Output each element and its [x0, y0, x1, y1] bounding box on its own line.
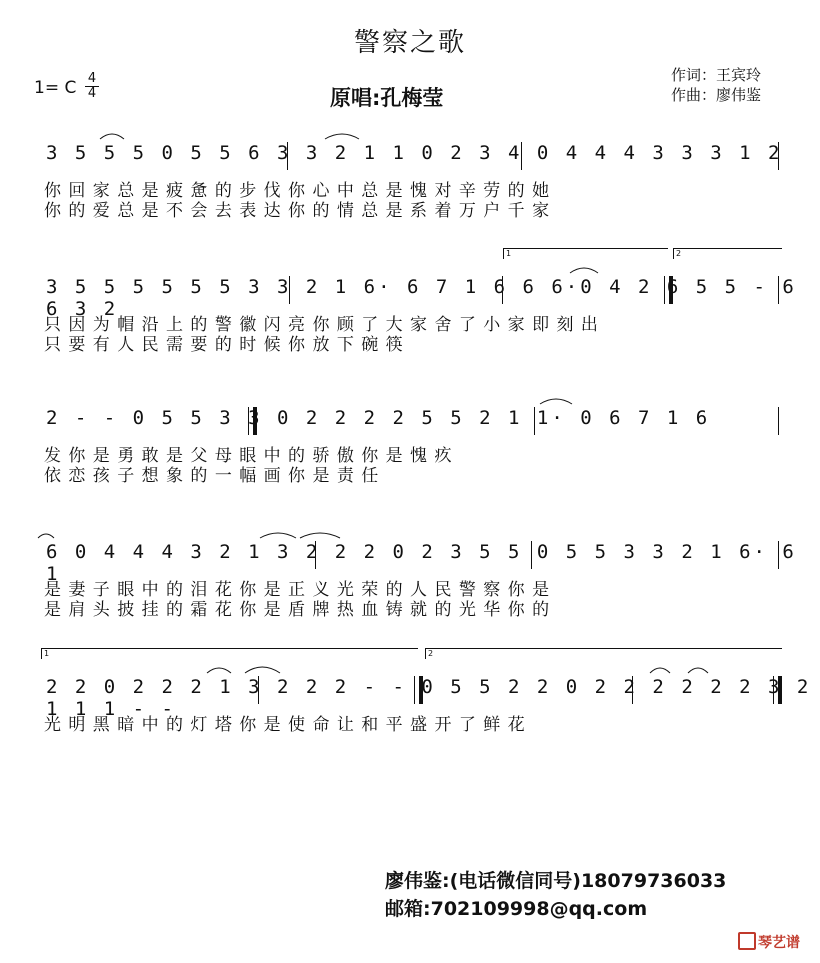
lyrics-verse-2: 你 的 爱 总 是 不 会 去 表 达 你 的 情 总 是 系 着 万 户 千 家 [44, 201, 551, 221]
logo-icon [738, 932, 756, 950]
slur [650, 668, 670, 673]
time-signature-bottom: 4 [85, 86, 99, 101]
lyrics-verse-1: 光 明 黑 暗 中 的 灯 塔 你 是 使 命 让 和 平 盛 开 了 鲜 花 [44, 715, 526, 735]
lyrics-verse-1: 发 你 是 勇 敢 是 父 母 眼 中 的 骄 傲 你 是 愧 疚 [44, 446, 453, 466]
lyrics-verse-1: 你 回 家 总 是 疲 惫 的 步 伐 你 心 中 总 是 愧 对 辛 劳 的 她 [44, 181, 551, 201]
notes-line: 2 - - 0 5 5 3 3 0 2 2 2 2 5 5 2 1 1· 0 6 7 1 6 [46, 407, 711, 429]
slur [688, 668, 708, 673]
slur [207, 668, 231, 673]
slur [540, 399, 572, 404]
contact-email: 邮箱:702109998@qq.com [385, 898, 648, 920]
notes-line: 3 5 5 5 5 5 5 3 3 2 1 6· 6 7 1 6 6 6·0 4 2 6 5 5 - 6 6 3 2 [46, 276, 797, 320]
lyrics-verse-1: 是 妻 子 眼 中 的 泪 花 你 是 正 义 光 荣 的 人 民 警 察 你 是 [44, 580, 551, 600]
watermark-text: 琴艺谱 [758, 935, 800, 951]
slur [260, 533, 296, 538]
slur [300, 533, 340, 538]
notes-line: 3 5 5 5 0 5 5 6 3 3 2 1 1 0 2 3 4 0 4 4 4 3 3 3 1 2 [46, 142, 783, 164]
lyricist-credit: 作词：王宾玲 [671, 66, 762, 84]
slur [570, 268, 598, 273]
watermark-logo [738, 932, 800, 952]
composer-credit: 作曲：廖伟鉴 [671, 86, 762, 104]
lyrics-verse-1: 只 因 为 帽 沿 上 的 警 徽 闪 亮 你 顾 了 大 家 舍 了 小 家 即 刻 出 [44, 315, 599, 335]
song-title: 警察之歌 [353, 28, 466, 58]
volta-bracket-2: 2 [673, 248, 782, 259]
notes-line: 6 0 4 4 4 3 2 1 3 2 2 2 0 2 3 5 5 0 5 5 3 3 2 1 6· 6 1 [46, 541, 797, 585]
slur [38, 534, 54, 538]
contact-phone: 廖伟鉴:(电话微信同号)18079736033 [385, 870, 727, 892]
lyrics-verse-2: 只 要 有 人 民 需 要 的 时 候 你 放 下 碗 筷 [44, 335, 404, 355]
lyrics-verse-2: 是 肩 头 披 挂 的 霜 花 你 是 盾 牌 热 血 铸 就 的 光 华 你 的 [44, 600, 551, 620]
key-signature: 1= C [34, 78, 77, 98]
original-singer: 原唱:孔梅莹 [330, 86, 444, 110]
slur [100, 134, 124, 139]
volta-bracket-2: 2 [425, 648, 782, 659]
slur [245, 667, 280, 673]
notes-line: 2 2 0 2 2 2 1 3 2 2 2 - - 0 5 5 2 2 0 2 2 2 2 2 2 3 2 1 1 1 - - [46, 676, 812, 720]
volta-bracket-1: 1 [503, 248, 668, 259]
volta-bracket-1: 1 [41, 648, 418, 659]
lyrics-verse-2: 依 恋 孩 子 想 象 的 一 幅 画 你 是 责 任 [44, 466, 380, 486]
slur [325, 134, 359, 139]
time-signature-top: 4 [87, 71, 97, 86]
